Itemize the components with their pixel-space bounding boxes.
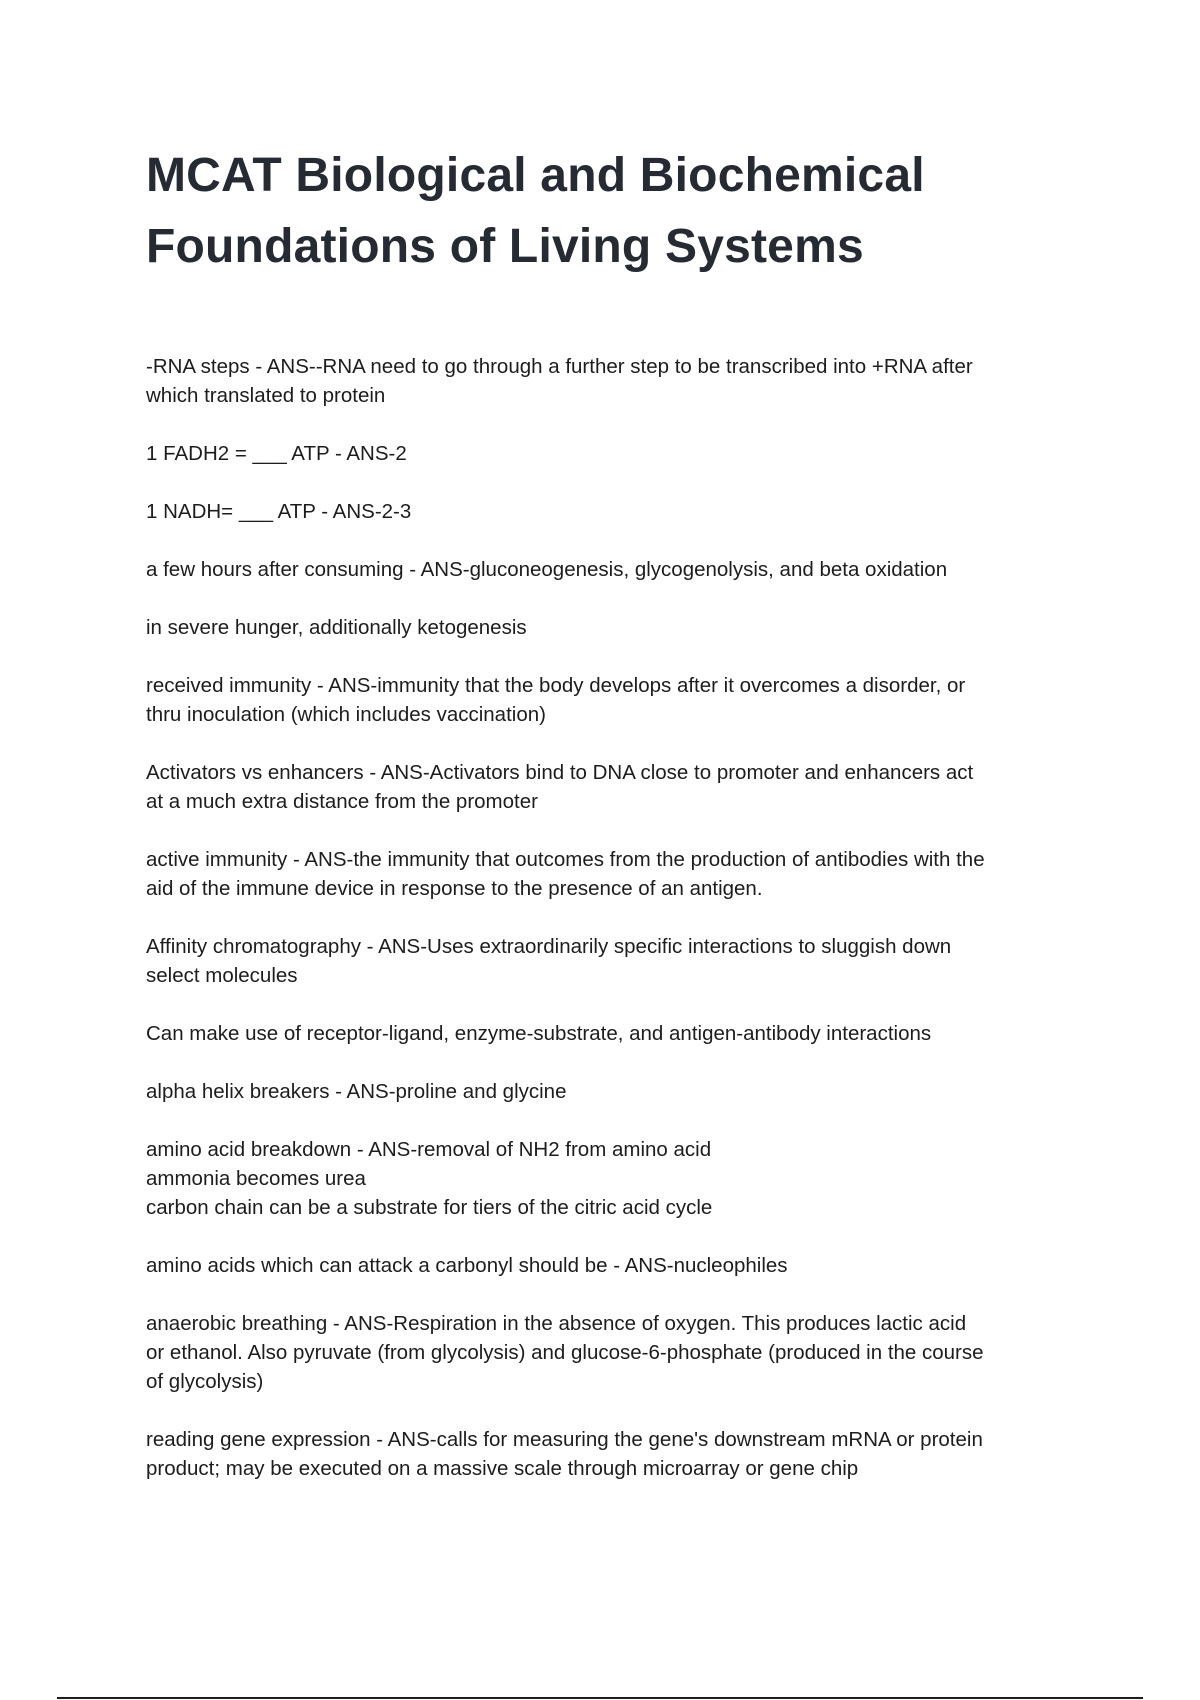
flashcard-entry xyxy=(146,671,1066,729)
entry-line: active immunity - ANS-the immunity that outcomes from the production of antibodies with the xyxy=(146,848,985,871)
entry-line: 1 NADH= ___ ATP - ANS-2-3 xyxy=(146,500,412,523)
entry-line: Activators vs enhancers - ANS-Activators bind to DNA close to promoter and enhancers act xyxy=(146,761,974,784)
flashcard-entry xyxy=(146,1251,1066,1280)
entry-line: received immunity - ANS-immunity that the body develops after it overcomes a disorder, or xyxy=(146,674,966,697)
entry-line: a few hours after consuming - ANS-gluconeogenesis, glycogenolysis, and beta oxidation xyxy=(146,558,948,581)
flashcard-entry xyxy=(146,1309,1066,1396)
entry-line: amino acids which can attack a carbonyl should be - ANS-nucleophiles xyxy=(146,1254,788,1277)
flashcard-entry xyxy=(146,352,1066,410)
page-bottom-divider xyxy=(57,1697,1143,1699)
flashcard-entry xyxy=(146,613,1066,642)
flashcard-entry xyxy=(146,1135,1066,1222)
flashcard-entry xyxy=(146,1425,1066,1483)
entry-line: Affinity chromatography - ANS-Uses extraordinarily specific interactions to sluggish down xyxy=(146,935,952,958)
flashcard-entry xyxy=(146,758,1066,816)
entry-line: at a much extra distance from the promoter xyxy=(146,790,538,813)
flashcard-entry xyxy=(146,845,1066,903)
entry-line: of glycolysis) xyxy=(146,1370,264,1393)
entry-line: reading gene expression - ANS-calls for measuring the gene's downstream mRNA or protein xyxy=(146,1428,983,1451)
entry-line: alpha helix breakers - ANS-proline and glycine xyxy=(146,1080,567,1103)
flashcard-entry xyxy=(146,497,1066,526)
entry-line: anaerobic breathing - ANS-Respiration in the absence of oxygen. This produces lactic acid xyxy=(146,1312,967,1335)
title-line: Foundations of Living Systems xyxy=(146,220,864,273)
flashcard-entry xyxy=(146,932,1066,990)
document-page xyxy=(146,140,1066,1512)
entry-line: thru inoculation (which includes vaccination) xyxy=(146,703,546,726)
entry-line: amino acid breakdown - ANS-removal of NH2 from amino acid xyxy=(146,1138,712,1161)
entry-line: product; may be executed on a massive scale through microarray or gene chip xyxy=(146,1457,859,1480)
flashcard-entry xyxy=(146,1019,1066,1048)
entry-line: 1 FADH2 = ___ ATP - ANS-2 xyxy=(146,442,407,465)
entry-line: which translated to protein xyxy=(146,384,386,407)
document-title xyxy=(146,140,1066,282)
entry-line: or ethanol. Also pyruvate (from glycolysis) and glucose-6-phosphate (produced in the course xyxy=(146,1341,984,1364)
entry-line: in severe hunger, additionally ketogenesis xyxy=(146,616,527,639)
entry-line: ammonia becomes urea xyxy=(146,1167,366,1190)
flashcard-entry xyxy=(146,439,1066,468)
entry-line: carbon chain can be a substrate for tiers of the citric acid cycle xyxy=(146,1196,713,1219)
entry-line: select molecules xyxy=(146,964,298,987)
entry-line: aid of the immune device in response to the presence of an antigen. xyxy=(146,877,763,900)
entry-line: Can make use of receptor-ligand, enzyme-substrate, and antigen-antibody interactions xyxy=(146,1022,932,1045)
flashcard-entry xyxy=(146,555,1066,584)
flashcard-list xyxy=(146,352,1066,1483)
flashcard-entry xyxy=(146,1077,1066,1106)
entry-line: -RNA steps - ANS--RNA need to go through a further step to be transcribed into +RNA after xyxy=(146,355,973,378)
title-line: MCAT Biological and Biochemical xyxy=(146,149,925,202)
